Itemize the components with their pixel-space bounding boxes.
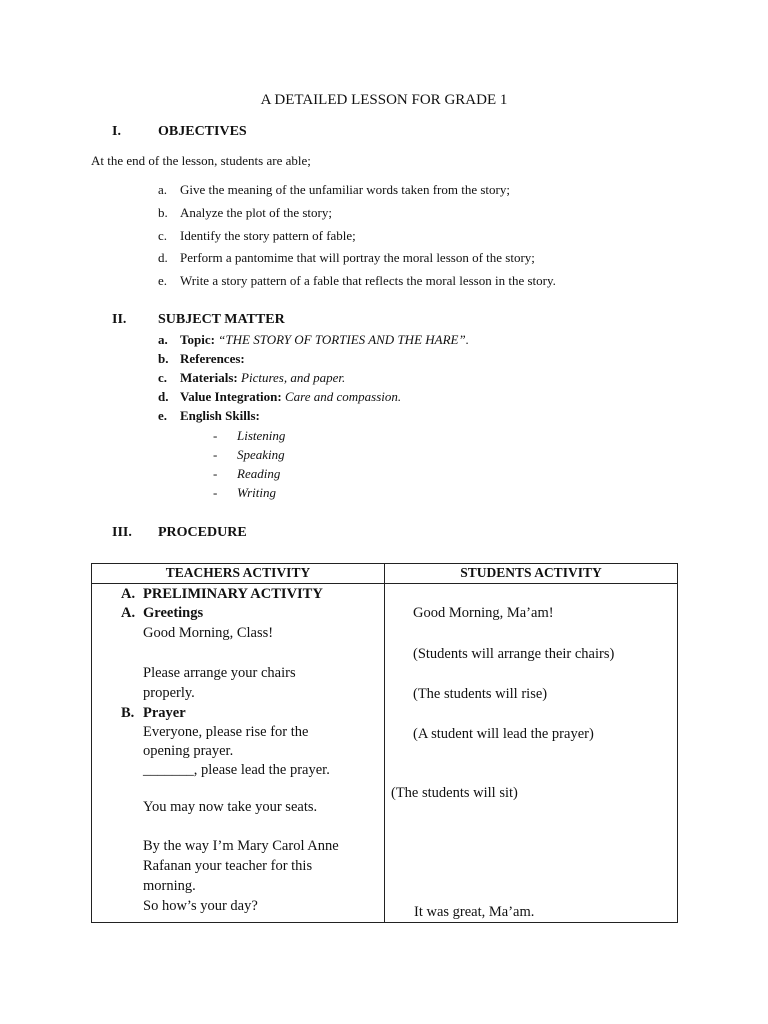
section-numeral-objectives: I. [112,124,121,139]
objective-text: Analyze the plot of the story; [180,205,332,220]
prelim-letter: A. [121,586,136,602]
objective-text: Perform a pantomime that will portray the moral lesson of the story; [180,250,535,265]
subject-materials [180,370,345,386]
activity-table [91,563,678,923]
objective-text: Identify the story pattern of fable; [180,228,356,243]
subject-letter: c. [158,370,168,385]
objective-letter: e. [158,273,168,288]
student-response: It was great, Ma’am. [414,904,535,920]
subject-topic [180,332,469,348]
greetings-label: Greetings [143,605,204,621]
subject-label: Materials: [180,370,238,385]
skill-dash: - [213,447,218,462]
teacher-line: Rafanan your teacher for this [143,858,313,874]
objective-text: Give the meaning of the unfamiliar words taken from the story; [180,182,510,197]
subject-label: Value Integration: [180,389,282,404]
subject-value: Pictures, and paper. [241,370,346,385]
skill-dash: - [213,428,218,443]
table-row [92,584,678,923]
teacher-line: So how’s your day? [143,898,258,914]
prelim-label: PRELIMINARY ACTIVITY [143,586,323,602]
subject-letter: e. [158,408,168,423]
skill-item: Writing [237,485,277,500]
student-response: (The students will sit) [391,785,518,801]
student-response: (Students will arrange their chairs) [413,646,615,662]
objective-letter: b. [158,205,168,220]
section-numeral-subject-matter: II. [112,312,127,327]
subject-letter: a. [158,332,168,347]
student-activity-cell [385,584,678,923]
teacher-line: Everyone, please rise for the [143,724,309,740]
subject-value-integration [180,389,401,405]
teacher-line: morning. [143,878,196,894]
section-heading-procedure: PROCEDURE [158,525,247,540]
subject-label: Topic: [180,332,215,347]
table-header-row [92,564,678,584]
teacher-line: properly. [143,685,195,701]
objective-text: Write a story pattern of a fable that reflects the moral lesson in the story. [180,273,556,288]
header-students-activity: STUDENTS ACTIVITY [385,564,678,584]
subject-letter: d. [158,389,169,404]
subject-label: References: [180,351,245,366]
subject-letter: b. [158,351,169,366]
subject-english-skills [180,408,260,424]
objective-letter: a. [158,182,168,197]
subject-label: English Skills: [180,408,260,423]
skill-dash: - [213,485,218,500]
teacher-activity-cell [92,584,385,923]
objective-letter: c. [158,228,168,243]
skill-dash: - [213,466,218,481]
section-heading-objectives: OBJECTIVES [158,124,247,139]
prayer-label: Prayer [143,705,186,721]
teacher-line: Please arrange your chairs [143,665,296,681]
objective-letter: d. [158,250,168,265]
skill-item: Speaking [237,447,285,462]
subject-value: “THE STORY OF TORTIES AND THE HARE”. [218,332,469,347]
document-title: A DETAILED LESSON FOR GRADE 1 [260,92,508,108]
prayer-letter: B. [121,705,135,721]
teacher-line: You may now take your seats. [143,799,318,815]
student-response: Good Morning, Ma’am! [413,605,554,621]
skill-item: Reading [237,466,281,481]
greetings-letter: A. [121,605,136,621]
teacher-line: opening prayer. [143,743,234,759]
student-response: (The students will rise) [413,686,548,702]
teacher-line: By the way I’m Mary Carol Anne [143,838,339,854]
subject-value: Care and compassion. [284,389,402,404]
section-numeral-procedure: III. [112,525,132,540]
teacher-line: Good Morning, Class! [143,625,274,641]
header-teachers-activity: TEACHERS ACTIVITY [92,564,385,584]
student-response: (A student will lead the prayer) [413,726,594,742]
subject-references [180,351,245,367]
section-heading-subject-matter: SUBJECT MATTER [158,312,285,327]
objectives-intro: At the end of the lesson, students are able; [91,153,311,168]
teacher-line: _______, please lead the prayer. [143,762,330,778]
skill-item: Listening [237,428,286,443]
